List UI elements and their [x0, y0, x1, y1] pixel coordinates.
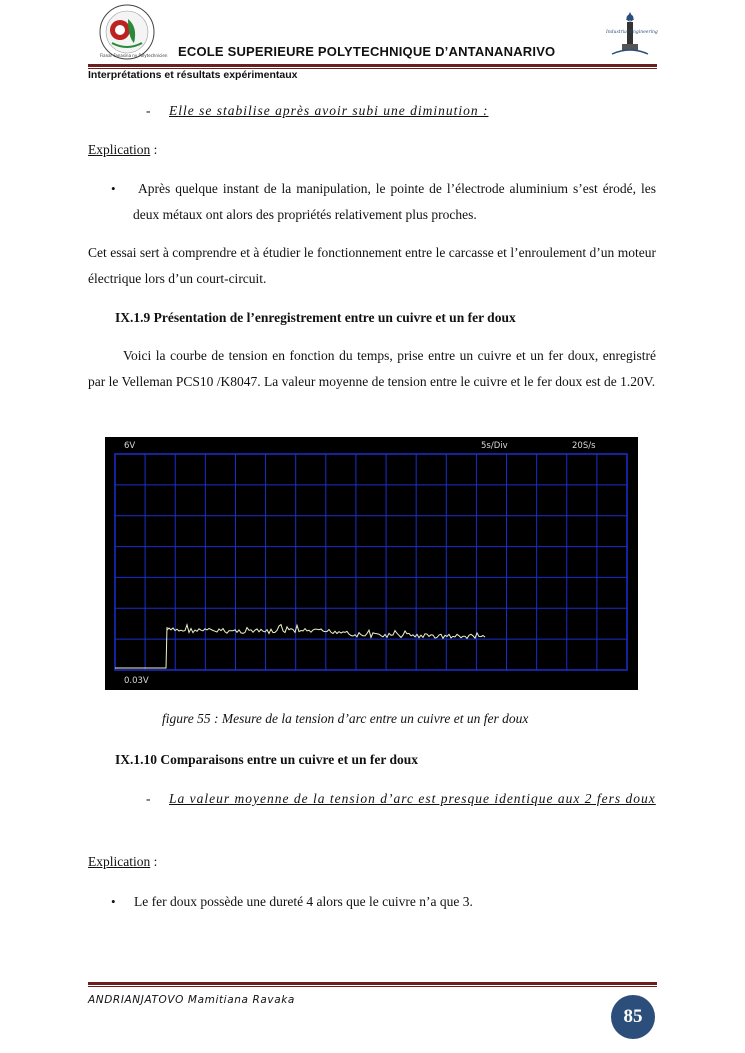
bullet-icon-2: •: [111, 894, 116, 909]
paragraph-1: Cet essai sert à comprendre et à étudier le fonctionnement entre le carcasse et l’enroulement d’un moteur électrique lors d’un court-circuit.: [88, 245, 656, 286]
item1-dash: -: [146, 103, 151, 118]
scope-sample-rate: 20S/s: [572, 441, 596, 451]
voltage-trace: [115, 625, 485, 668]
industrial-engineering-logo: [604, 8, 656, 62]
explication1-colon: :: [150, 142, 158, 157]
section-title: Interprétations et résultats expérimentaux: [88, 69, 298, 81]
figure-caption: figure 55 : Mesure de la tension d’arc entre un cuivre et un fer doux: [162, 711, 529, 726]
explication1-label: Explication: [88, 142, 151, 157]
page-number-badge: 85: [611, 995, 655, 1039]
heading-ix-1-9: IX.1.9 Présentation de l’enregistrement entre un cuivre et un fer doux: [115, 310, 516, 325]
bullet-icon: •: [111, 181, 116, 196]
footer-rule: [88, 982, 657, 985]
scope-voltage-top: 6V: [124, 441, 136, 451]
bullet2-text: Le fer doux possède une dureté 4 alors que le cuivre n’a que 3.: [134, 894, 473, 909]
footer-rule-thin: [88, 986, 657, 987]
scope-voltage-bottom: 0.03V: [124, 676, 149, 686]
paragraph-2: Voici la courbe de tension en fonction du temps, prise entre un cuivre et un fer doux, enregistré par le Velleman PCS10 /K8047. La valeur moyenne de tension entre le cuivre et le fer doux est de 1.20V.: [88, 348, 656, 389]
right-logo-caption: Industrial Engineering: [606, 30, 658, 35]
header-rule: [88, 64, 657, 67]
school-title: ECOLE SUPERIEURE POLYTECHNIQUE D’ANTANANARIVO: [178, 44, 556, 59]
left-logo-caption: Fianar Fanasina ny Polytechnicien: [100, 53, 168, 58]
item1-text: Elle se stabilise après avoir subi une diminution :: [169, 103, 489, 118]
item2-dash: -: [146, 791, 151, 806]
explication1: [88, 137, 157, 163]
scope-time-div: 5s/Div: [481, 441, 508, 451]
bullet1-text: Après quelque instant de la manipulation, le pointe de l’électrode aluminium s’est érodé, les deux métaux ont alors des propriétés relativement plus proches.: [133, 181, 656, 222]
oscilloscope-capture: [105, 437, 638, 690]
heading-ix-1-10: IX.1.10 Comparaisons entre un cuivre et un fer doux: [115, 752, 419, 767]
explication2-colon: :: [150, 854, 158, 869]
author-name: ANDRIANJATOVO Mamitiana Ravaka: [88, 994, 295, 1006]
explication2: [88, 849, 157, 875]
explication2-label: Explication: [88, 854, 151, 869]
item2-text: La valeur moyenne de la tension d’arc est presque identique aux 2 fers doux: [169, 791, 656, 806]
